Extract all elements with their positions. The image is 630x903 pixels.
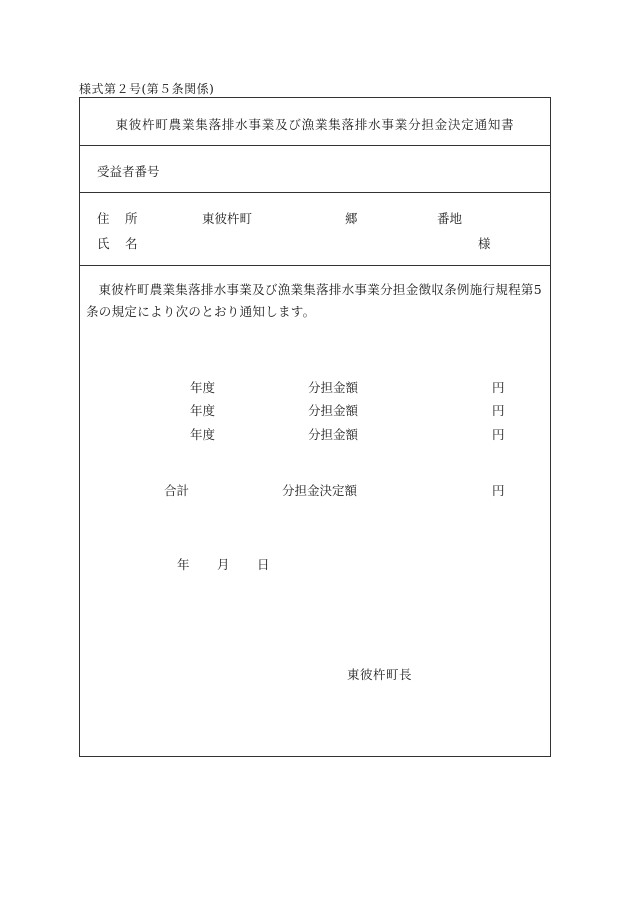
name-honorific: 様 bbox=[478, 236, 491, 251]
yen-unit: 円 bbox=[492, 403, 505, 418]
address-district-suffix: 郷 bbox=[345, 211, 358, 226]
total-yen-unit: 円 bbox=[492, 483, 505, 498]
address-number-suffix: 番地 bbox=[437, 211, 463, 226]
address-label-1: 住 bbox=[97, 211, 110, 226]
yen-unit: 円 bbox=[492, 380, 505, 395]
notice-form bbox=[79, 97, 551, 757]
address-town: 東彼杵町 bbox=[202, 211, 253, 226]
title-row bbox=[80, 98, 550, 146]
date-year: 年 bbox=[177, 557, 190, 572]
date-day: 日 bbox=[257, 557, 270, 572]
total-label: 合計 bbox=[164, 483, 190, 498]
total-amount-label: 分担金決定額 bbox=[282, 483, 358, 498]
year-label: 年度 bbox=[190, 380, 216, 395]
issuer-name: 東彼杵町長 bbox=[347, 667, 413, 682]
name-label-2: 名 bbox=[125, 236, 138, 251]
address-label-2: 所 bbox=[125, 211, 138, 226]
recipient-number-row bbox=[80, 146, 550, 193]
yen-unit: 円 bbox=[492, 427, 505, 442]
document-title: 東彼杵町農業集落排水事業及び漁業集落排水事業分担金決定通知書 bbox=[115, 117, 515, 132]
amount-label: 分担金額 bbox=[308, 380, 359, 395]
notice-body-text: 東彼杵町農業集落排水事業及び漁業集落排水事業分担金徴収条例施行規程第5条の規定により次のとおり通知します。 bbox=[86, 282, 542, 319]
name-label-1: 氏 bbox=[97, 236, 110, 251]
amount-label: 分担金額 bbox=[308, 403, 359, 418]
address-name-row bbox=[80, 193, 550, 266]
recipient-number-label: 受益者番号 bbox=[97, 164, 160, 179]
year-label: 年度 bbox=[190, 427, 216, 442]
year-label: 年度 bbox=[190, 403, 216, 418]
date-month: 月 bbox=[217, 557, 230, 572]
form-label: 様式第２号(第５条関係) bbox=[79, 82, 215, 96]
amount-label: 分担金額 bbox=[308, 427, 359, 442]
